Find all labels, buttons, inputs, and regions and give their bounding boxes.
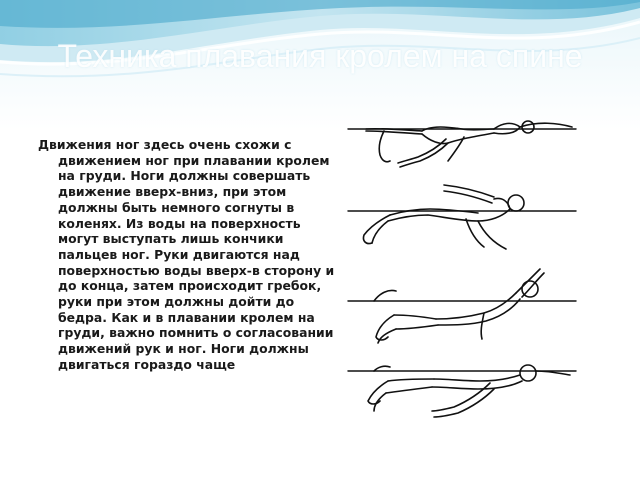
swimmer-figure-3 bbox=[348, 269, 576, 343]
swimmer-figure-4 bbox=[348, 365, 576, 417]
body-text: Движения ног здесь очень схожи с движением ног при плавании кролем на груди. Ноги должны совершать движение вверх-вниз, при этом должны быть немного согнуты в коленях. Из воды на поверхность могут выступать лишь кончики пальцев ног. Руки двигаются над поверхностью воды вверх-в сторону и до конца, затем происходит гребок, руки при этом должны дойти до бедра. Как и в плавании кролем на груди, важно помнить о согласовании движений рук и ног. Ноги должны двигаться гораздо чаще bbox=[38, 137, 335, 372]
slide-title: Техника плавания кролем на спине bbox=[57, 38, 583, 74]
swimmer-figure-1 bbox=[348, 121, 576, 167]
swimmer-figure-2 bbox=[348, 185, 576, 249]
backstroke-swimmer-illustration bbox=[344, 117, 580, 420]
